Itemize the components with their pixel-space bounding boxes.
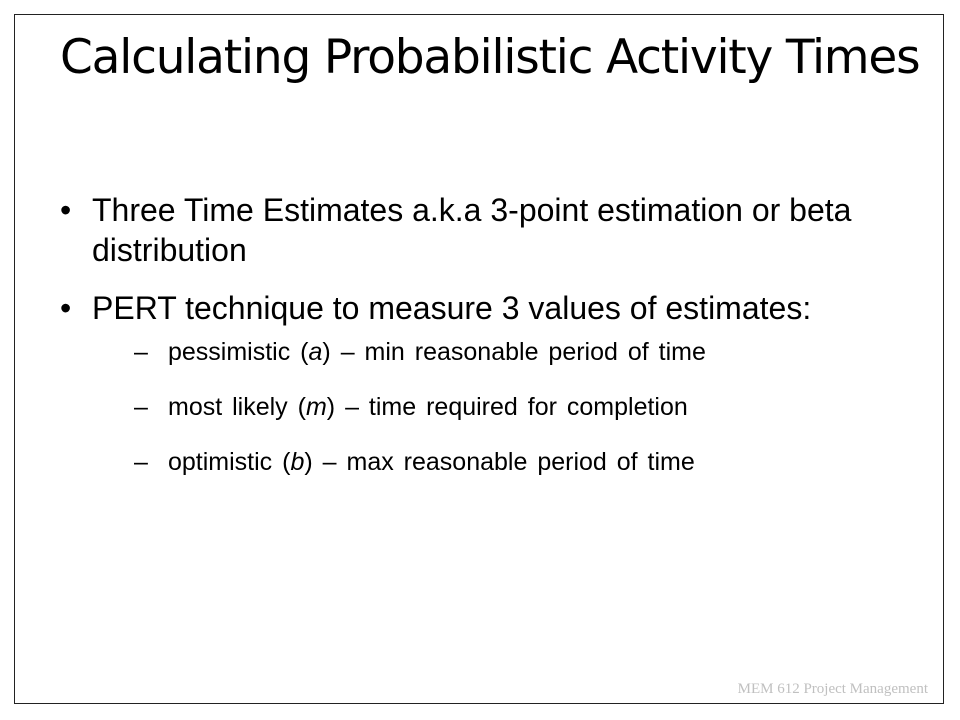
subbullet-variable: a [308, 338, 323, 366]
subbullet-variable: b [290, 448, 305, 476]
bullet-text: PERT technique to measure 3 values of estimates: [92, 290, 812, 326]
subbullet-text-start: optimistic ( [168, 448, 291, 476]
bullet-item [60, 288, 930, 478]
bullet-marker: • [60, 192, 72, 228]
subbullet-marker: – [134, 338, 148, 366]
bullet-text: Three Time Estimates a.k.a 3-point estimation or beta distribution [92, 192, 852, 268]
bullet-item [60, 190, 930, 270]
subbullet-most-likely [92, 391, 930, 423]
slide-footer: MEM 612 Project Management [737, 681, 928, 697]
subbullet-pessimistic [92, 336, 930, 368]
bullet-list [60, 190, 930, 501]
subbullet-marker: – [134, 393, 148, 421]
subbullet-marker: – [134, 448, 148, 476]
subbullet-list [92, 336, 930, 478]
subbullet-text-end: ) – time required for completion [326, 393, 688, 421]
subbullet-variable: m [305, 393, 327, 421]
subbullet-optimistic [92, 446, 930, 478]
subbullet-text-start: most likely ( [168, 393, 306, 421]
subbullet-text-start: pessimistic ( [168, 338, 309, 366]
subbullet-text-end: ) – min reasonable period of time [322, 338, 706, 366]
slide-title: Calculating Probabilistic Activity Times [60, 30, 920, 85]
subbullet-text-end: ) – max reasonable period of time [304, 448, 695, 476]
bullet-marker: • [60, 290, 72, 326]
